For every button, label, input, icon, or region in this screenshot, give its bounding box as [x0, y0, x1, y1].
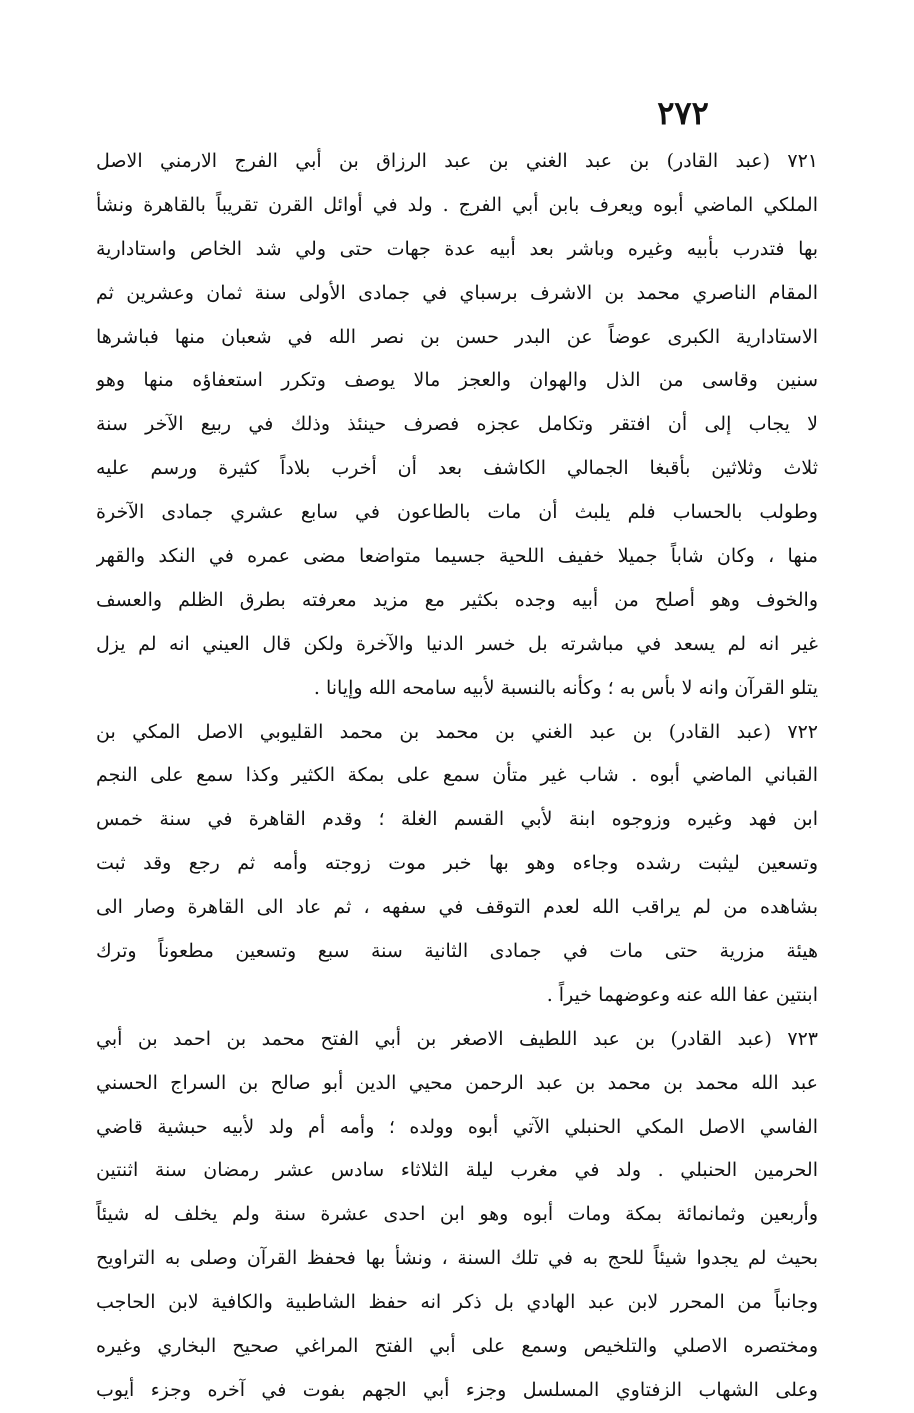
text-line: بشاهده من لم يراقب الله لعدم التوقف في سفهه ، ثم عاد الى القاهرة وصار الى [96, 896, 818, 919]
text-line: سنين وقاسى من الذل والهوان والعجز مالا يوصف وتكرر استعفاؤه منها وهو [96, 369, 818, 392]
text-line: ومختصره الاصلي والتلخيص وسمع على أبي الفتح المراغي صحيح البخاري وغيره [96, 1335, 818, 1358]
text-line: الفاسي الاصل المكي الحنبلي الآتي أبوه وولده ؛ وأمه أم ولد لأبيه حبشية قاضي [96, 1115, 818, 1138]
text-line: غير انه لم يسعد في مباشرته بل خسر الدنيا والآخرة ولكن قال العيني انه لم يزل [96, 632, 818, 655]
text-line: هيئة مزرية حتى مات في جمادى الثانية سنة سبع وتسعين مطعوناً وترك [96, 940, 818, 963]
text-line: ٧٢٢ (عبد القادر) بن عبد الغني بن محمد بن محمد القليوبي الاصل المكي بن [96, 720, 818, 743]
text-line: ٧٢١ (عبد القادر) بن عبد الغني بن عبد الرزاق بن أبي الفرج الارمني الاصل [96, 150, 818, 172]
text-line: وأربعين وثمانمائة بمكة ومات أبوه وهو ابن احدى عشرة سنة ولم يخلف له شيئاً [96, 1203, 818, 1226]
text-line: القباني الماضي أبوه . شاب غير متأن سمع على بمكة الكثير وكذا سمع على النجم [96, 764, 818, 787]
text-line: بها فتدرب بأبيه وغيره وباشر بعد أبيه عدة جهات حتى ولي شد الخاص واستادارية [96, 237, 818, 260]
text-line: وطولب بالحساب فلم يلبث أن مات بالطاعون في سابع عشري جمادى الآخرة [96, 501, 818, 524]
text-line: عبد الله محمد بن محمد بن عبد الرحمن محيي الدين أبو صالح بن السراج الحسني [96, 1071, 818, 1094]
text-line: الاستادارية الكبرى عوضاً عن البدر حسن بن نصر الله في شعبان منها فباشرها [96, 325, 818, 348]
body-text [96, 140, 818, 1413]
text-line: يتلو القرآن وانه لا بأس به ؛ وكأنه بالنسبة لأبيه سامحه الله وإيانا . [313, 676, 818, 699]
text-line: المقام الناصري محمد بن الاشرف برسباي في جمادى الأولى سنة ثمان وعشرين ثم [96, 281, 818, 304]
text-line: ثلاث وثلاثين بأقبغا الجمالي الكاشف بعد أن أخرب بلاداً كثيرة ورسم عليه [96, 457, 818, 480]
text-line: بحيث لم يجدوا شيئاً للحج به في تلك السنة ، ونشأ بها فحفظ القرآن وصلى به التراويح [96, 1247, 818, 1270]
text-line: منها ، وكان شاباً جميلا خفيف اللحية جسيما متواضعا مضى عمره في النكد والقهر [96, 545, 818, 568]
text-line: وجانباً من المحرر لابن عبد الهادي بل ذكر انه حفظ الشاطبية والكافية لابن الحاجب [96, 1291, 818, 1314]
text-line: والخوف وهو أصلح من أبيه وجده بكثير مع مزيد معرفته بطرق الظلم والعسف [96, 588, 818, 611]
page-number: ٢٧٢ [657, 94, 709, 132]
text-line: ابنتين عفا الله عنه وعوضهما خيراً . [546, 983, 818, 1006]
text-line: وتسعين ليثبت رشده وجاءه وهو بها خبر موت زوجته وأمه ثم رجع وقد ثبت [96, 852, 818, 875]
text-line: وعلى الشهاب الزفتاوي المسلسل وجزء أبي الجهم بفوت في آخره وجزء أيوب [96, 1378, 818, 1401]
text-line: ٧٢٣ (عبد القادر) بن عبد اللطيف الاصغر بن أبي الفتح محمد بن احمد بن أبي [96, 1027, 818, 1050]
text-line: لا يجاب إلى أن افتقر وتكامل عجزه فصرف حينئذ وذلك في ربيع الآخر سنة [96, 413, 818, 436]
text-line: الملكي الماضي أبوه ويعرف بابن أبي الفرج . ولد في أوائل القرن تقريباً بالقاهرة ونشأ [96, 193, 818, 216]
text-line: الحرمين الحنبلي . ولد في مغرب ليلة الثلاثاء سادس عشر رمضان سنة اثنتين [96, 1159, 818, 1182]
text-line: ابن فهد وغيره وزوجوه ابنة لأبي القسم الغلة ؛ وقدم القاهرة في سنة خمس [96, 808, 818, 831]
